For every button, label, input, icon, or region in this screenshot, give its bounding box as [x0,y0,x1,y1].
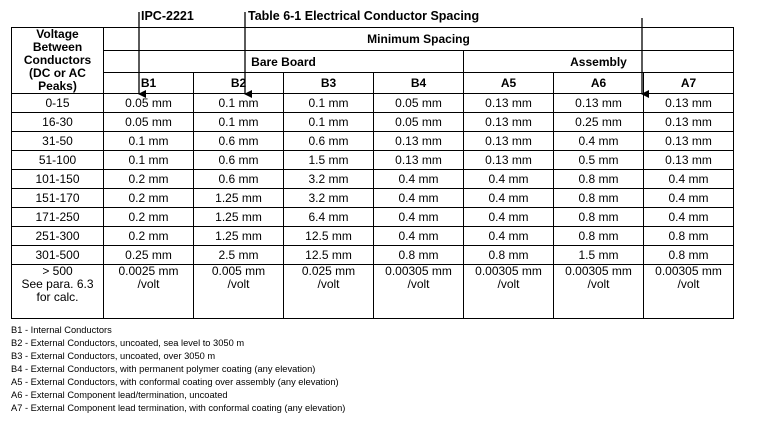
table-title: Table 6-1 Electrical Conductor Spacing [248,9,480,23]
spacing-value: 0.025 mm [301,264,356,278]
voltage-cell: 171-250 [12,208,104,227]
spacing-cell: 1.25 mm [194,208,284,227]
spacing-cell [194,265,284,319]
spacing-cell: 0.1 mm [104,151,194,170]
spacing-table [11,27,734,319]
spacing-value: 0.00305 mm [565,264,632,278]
spacing-cell: 0.8 mm [554,189,644,208]
spacing-unit: /volt [317,277,340,291]
column-header: A7 [644,73,734,94]
spacing-cell: 0.4 mm [374,170,464,189]
spacing-cell: 1.5 mm [554,246,644,265]
spacing-unit: /volt [227,277,250,291]
voltage-cell: 0-15 [12,94,104,113]
spacing-cell: 0.8 mm [644,246,734,265]
voltage-line: See para. 6.3 [21,277,94,291]
spacing-cell: 0.6 mm [194,132,284,151]
spacing-cell [104,265,194,319]
legend-item: A5 - External Conductors, with conformal coating over assembly (any elevation) [11,377,339,387]
spacing-unit: /volt [137,277,160,291]
voltage-cell: 16-30 [12,113,104,132]
voltage-cell [12,265,104,319]
spacing-value: 0.0025 mm [118,264,179,278]
legend [11,324,345,415]
voltage-header-line: Voltage [36,27,79,41]
table-row [12,151,734,170]
spacing-cell: 0.13 mm [644,151,734,170]
spacing-cell: 0.4 mm [644,189,734,208]
spacing-cell: 0.4 mm [464,227,554,246]
table-row [12,94,734,113]
spacing-cell [374,265,464,319]
spacing-cell: 1.5 mm [284,151,374,170]
spacing-cell: 3.2 mm [284,170,374,189]
legend-item: A7 - External Component lead termination, with conformal coating (any elevation) [11,403,346,413]
spacing-unit: /volt [407,277,430,291]
spacing-cell: 0.1 mm [284,113,374,132]
spacing-cell: 3.2 mm [284,189,374,208]
spacing-cell: 0.13 mm [644,94,734,113]
spacing-unit: /volt [497,277,520,291]
legend-item: B4 - External Conductors, with permanent polymer coating (any elevation) [11,364,316,374]
table-row [12,132,734,151]
spacing-cell: 0.2 mm [104,227,194,246]
spacing-cell: 0.13 mm [464,113,554,132]
voltage-cell: 31-50 [12,132,104,151]
column-header: B1 [104,73,194,94]
spacing-cell: 0.6 mm [194,170,284,189]
spacing-cell: 0.13 mm [374,151,464,170]
spacing-cell: 0.4 mm [644,208,734,227]
header-row-columns [12,73,734,94]
spacing-unit: /volt [587,277,610,291]
spacing-cell: 0.5 mm [554,151,644,170]
table-row-last [12,265,734,319]
spacing-cell [554,265,644,319]
spacing-cell: 1.25 mm [194,227,284,246]
spacing-cell: 0.1 mm [194,113,284,132]
voltage-cell: 51-100 [12,151,104,170]
spacing-value: 0.00305 mm [655,264,722,278]
table-row [12,208,734,227]
spacing-cell: 12.5 mm [284,246,374,265]
header-row-top [12,28,734,51]
minimum-spacing-header: Minimum Spacing [104,28,734,51]
table-row [12,227,734,246]
voltage-line: > 500 [42,264,73,278]
spacing-cell: 0.8 mm [554,170,644,189]
spacing-cell: 2.5 mm [194,246,284,265]
ipc-label: IPC-2221 [141,9,194,23]
spacing-cell: 0.8 mm [554,208,644,227]
spacing-unit: /volt [677,277,700,291]
spacing-cell: 0.4 mm [374,189,464,208]
bare-board-header: Bare Board [104,50,464,73]
spacing-cell: 0.8 mm [374,246,464,265]
header-row-groups [12,50,734,73]
spacing-cell: 0.6 mm [284,132,374,151]
table-row [12,170,734,189]
spacing-cell: 0.25 mm [554,113,644,132]
spacing-cell: 0.2 mm [104,170,194,189]
voltage-header-line: Between [32,40,83,54]
column-header: A5 [464,73,554,94]
spacing-cell: 0.2 mm [104,208,194,227]
voltage-cell: 251-300 [12,227,104,246]
spacing-cell: 0.1 mm [284,94,374,113]
column-header: A6 [554,73,644,94]
spacing-cell: 0.1 mm [104,132,194,151]
spacing-cell [464,265,554,319]
spacing-cell: 0.4 mm [464,189,554,208]
spacing-cell: 0.8 mm [464,246,554,265]
spacing-cell: 0.05 mm [374,113,464,132]
spacing-cell: 12.5 mm [284,227,374,246]
voltage-cell: 151-170 [12,189,104,208]
spacing-cell [284,265,374,319]
table-body [12,94,734,265]
spacing-value: 0.005 mm [211,264,266,278]
spacing-cell: 0.8 mm [644,227,734,246]
spacing-value: 0.00305 mm [475,264,542,278]
spacing-cell: 0.2 mm [104,189,194,208]
spacing-cell: 6.4 mm [284,208,374,227]
voltage-cell: 101-150 [12,170,104,189]
spacing-cell: 0.4 mm [464,170,554,189]
voltage-header-line: Peaks) [38,79,77,93]
voltage-header [12,28,104,94]
column-header: B4 [374,73,464,94]
spacing-cell: 0.8 mm [554,227,644,246]
column-header: B2 [194,73,284,94]
spacing-cell: 0.13 mm [644,132,734,151]
voltage-header-line: Conductors [23,53,92,67]
spacing-cell: 0.13 mm [374,132,464,151]
spacing-cell: 0.05 mm [374,94,464,113]
spacing-cell: 0.05 mm [104,113,194,132]
spacing-cell: 0.4 mm [464,208,554,227]
spacing-cell: 1.25 mm [194,189,284,208]
legend-item: A6 - External Component lead/termination, uncoated [11,390,228,400]
legend-item: B1 - Internal Conductors [11,325,112,335]
table-row [12,246,734,265]
spacing-cell: 0.4 mm [644,170,734,189]
table-row [12,189,734,208]
spacing-cell: 0.4 mm [374,208,464,227]
column-header: B3 [284,73,374,94]
legend-item: B3 - External Conductors, uncoated, over 3050 m [11,351,216,361]
spacing-cell: 0.4 mm [554,132,644,151]
spacing-cell [644,265,734,319]
spacing-cell: 0.13 mm [644,113,734,132]
assembly-header: Assembly [464,50,734,73]
spacing-value: 0.00305 mm [385,264,452,278]
voltage-cell: 301-500 [12,246,104,265]
spacing-cell: 0.1 mm [194,94,284,113]
table-row [12,113,734,132]
spacing-cell: 0.13 mm [464,94,554,113]
spacing-cell: 0.13 mm [464,132,554,151]
spacing-cell: 0.05 mm [104,94,194,113]
spacing-cell: 0.25 mm [104,246,194,265]
spacing-cell: 0.13 mm [464,151,554,170]
voltage-header-line: (DC or AC [29,66,86,80]
spacing-cell: 0.6 mm [194,151,284,170]
voltage-line: for calc. [36,290,79,304]
legend-item: B2 - External Conductors, uncoated, sea level to 3050 m [11,338,245,348]
spacing-cell: 0.13 mm [554,94,644,113]
spacing-cell: 0.4 mm [374,227,464,246]
